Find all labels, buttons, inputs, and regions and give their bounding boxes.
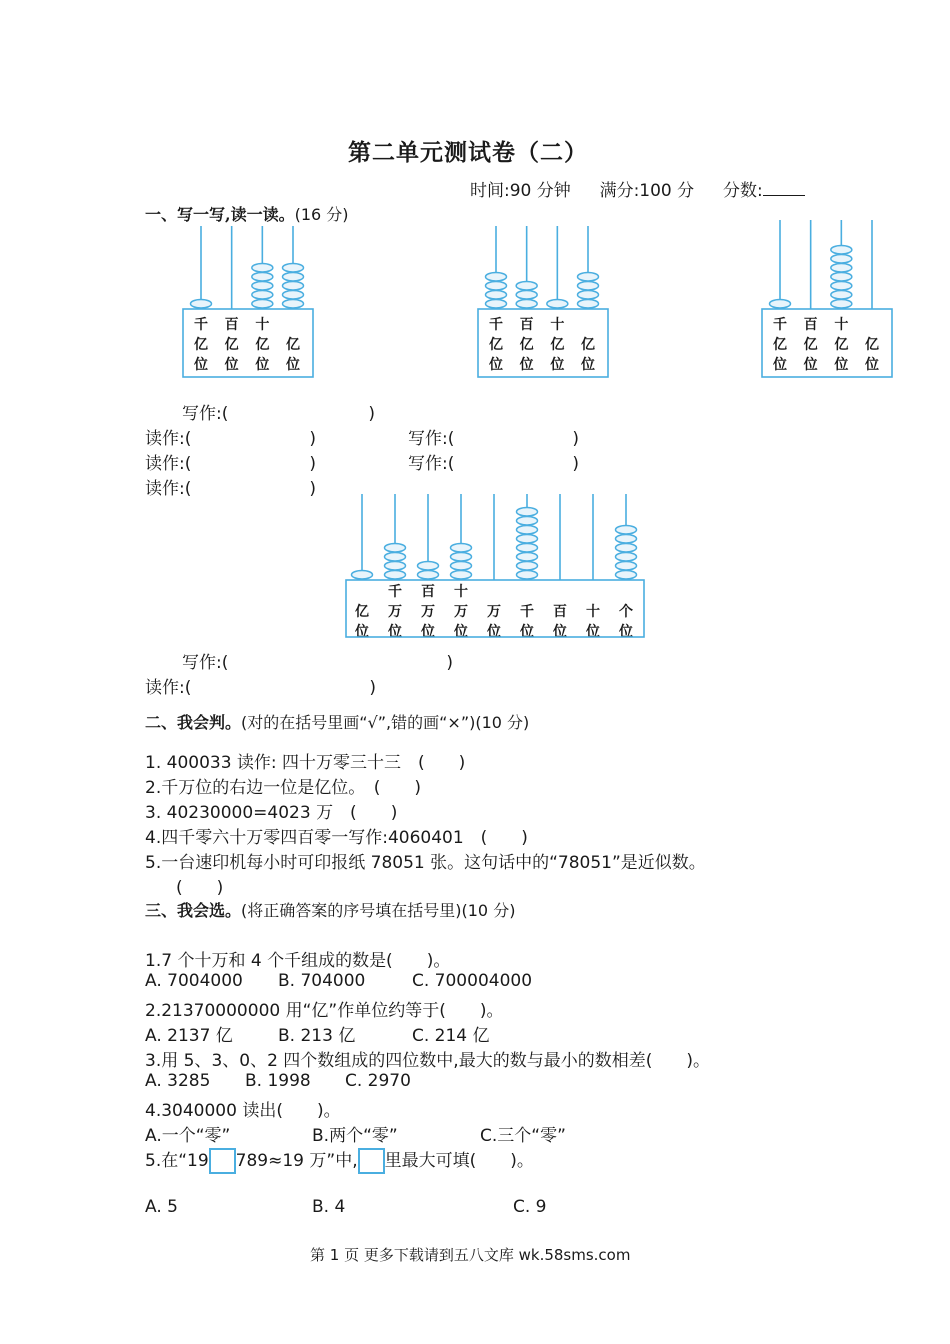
abacus-svg bbox=[182, 226, 314, 379]
place-value-label: 十 bbox=[454, 584, 468, 600]
s3-q1-option-c: C. 700004000 bbox=[412, 971, 533, 991]
abacus-bead bbox=[385, 553, 406, 562]
place-value-label: 位 bbox=[255, 357, 270, 373]
abacus-bead bbox=[517, 526, 538, 535]
digit-box bbox=[209, 1148, 236, 1174]
place-value-label: 十 bbox=[834, 317, 849, 333]
s3-question-4: 4.3040000 读出( )。 bbox=[145, 1101, 341, 1121]
score-blank bbox=[763, 181, 805, 196]
place-value-label: 百 bbox=[803, 317, 818, 333]
s3-q2-option-c: C. 214 亿 bbox=[412, 1026, 490, 1046]
abacus-bead bbox=[486, 273, 507, 282]
place-value-label: 百 bbox=[421, 584, 435, 600]
abacus-bead bbox=[418, 571, 439, 580]
s2-question-5: 5.一台速印机每小时可印报纸 78051 张。这句话中的“78051”是近似数。 bbox=[145, 853, 706, 873]
s3-q4-option-c: C.三个“零” bbox=[480, 1126, 566, 1146]
abacus-bead bbox=[418, 562, 439, 571]
place-value-label: 位 bbox=[581, 357, 595, 373]
full-score-info: 满分:100 分 bbox=[599, 181, 695, 201]
abacus-1-write: 写作:( ) bbox=[182, 404, 376, 424]
place-value-label: 位 bbox=[286, 357, 300, 373]
place-value-label: 位 bbox=[553, 624, 567, 640]
place-value-label: 位 bbox=[454, 624, 468, 640]
abacus-bead bbox=[252, 300, 273, 309]
place-value-label: 亿 bbox=[355, 604, 369, 620]
place-value-label: 亿 bbox=[803, 337, 818, 353]
abacus-2-write: 写作:( ) bbox=[408, 429, 580, 449]
abacus-2 bbox=[477, 226, 609, 379]
abacus-bead bbox=[283, 273, 304, 282]
place-value-label: 亿 bbox=[773, 337, 787, 353]
place-value-label: 位 bbox=[224, 357, 239, 373]
abacus-bead bbox=[283, 300, 304, 309]
section-3-heading: 三、我会选。(将正确答案的序号填在括号里)(10 分) bbox=[145, 901, 516, 920]
place-value-label: 百 bbox=[519, 317, 534, 333]
s3-q4-option-a: A.一个“零” bbox=[145, 1126, 231, 1146]
s3-q2-option-a: A. 2137 亿 bbox=[145, 1026, 233, 1046]
s3-q1-option-b: B. 704000 bbox=[278, 971, 366, 991]
place-value-label: 位 bbox=[586, 624, 600, 640]
abacus-bead bbox=[516, 282, 537, 291]
abacus-3-write: 写作:( ) bbox=[408, 454, 580, 474]
abacus-bead bbox=[252, 282, 273, 291]
s3-question-5: 5.在“19 789≈19 万”中, 里最大可填( )。 bbox=[145, 1146, 534, 1174]
abacus-bead bbox=[616, 571, 637, 580]
exam-info bbox=[470, 176, 805, 201]
place-value-label: 亿 bbox=[255, 337, 270, 353]
place-value-label: 位 bbox=[519, 357, 534, 373]
abacus-bead bbox=[616, 544, 637, 553]
abacus-bead bbox=[831, 255, 852, 264]
abacus-bead bbox=[191, 300, 212, 309]
abacus-bead bbox=[616, 535, 637, 544]
place-value-label: 万 bbox=[454, 604, 468, 620]
s3-question-3: 3.用 5、3、0、2 四个数组成的四位数中,最大的数与最小的数相差( )。 bbox=[145, 1051, 710, 1071]
place-value-label: 亿 bbox=[224, 337, 239, 353]
place-value-label: 位 bbox=[865, 357, 879, 373]
abacus-bead bbox=[517, 517, 538, 526]
abacus-4 bbox=[345, 494, 645, 639]
place-value-label: 亿 bbox=[489, 337, 503, 353]
abacus-bead bbox=[578, 273, 599, 282]
s2-question-1: 1. 400033 读作: 四十万零三十三 ( ) bbox=[145, 753, 466, 773]
abacus-bead bbox=[547, 300, 568, 309]
s3-q3-option-b: B. 1998 bbox=[245, 1071, 311, 1091]
s3-question-1: 1.7 个十万和 4 个千组成的数是( )。 bbox=[145, 951, 451, 971]
abacus-1 bbox=[182, 226, 314, 379]
abacus-bead bbox=[283, 291, 304, 300]
abacus-bead bbox=[517, 544, 538, 553]
abacus-bead bbox=[578, 282, 599, 291]
abacus-bead bbox=[831, 246, 852, 255]
place-value-label: 百 bbox=[553, 604, 567, 620]
place-value-label: 位 bbox=[520, 624, 534, 640]
place-value-label: 位 bbox=[355, 624, 369, 640]
s3-q3-option-a: A. 3285 bbox=[145, 1071, 211, 1091]
s2-question-3: 3. 40230000=4023 万 ( ) bbox=[145, 803, 398, 823]
abacus-bead bbox=[283, 264, 304, 273]
s3-q3-option-c: C. 2970 bbox=[345, 1071, 411, 1091]
s2-question-5-answer: ( ) bbox=[176, 878, 224, 898]
place-value-label: 位 bbox=[388, 624, 402, 640]
s3-q2-option-b: B. 213 亿 bbox=[278, 1026, 356, 1046]
abacus-bead bbox=[252, 291, 273, 300]
s2-question-4: 4.四千零六十万零四百零一写作:4060401 ( ) bbox=[145, 828, 528, 848]
abacus-4-read: 读作:( ) bbox=[145, 678, 377, 698]
abacus-bead bbox=[451, 562, 472, 571]
place-value-label: 位 bbox=[834, 357, 849, 373]
abacus-bead bbox=[517, 535, 538, 544]
abacus-bead bbox=[385, 571, 406, 580]
place-value-label: 亿 bbox=[519, 337, 534, 353]
abacus-bead bbox=[486, 300, 507, 309]
s3-question-2: 2.21370000000 用“亿”作单位约等于( )。 bbox=[145, 1001, 504, 1021]
place-value-label: 千 bbox=[194, 317, 208, 333]
place-value-label: 位 bbox=[487, 624, 501, 640]
place-value-label: 位 bbox=[421, 624, 435, 640]
section-2-heading: 二、我会判。(对的在括号里画“√”,错的画“×”)(10 分) bbox=[145, 713, 530, 732]
abacus-bead bbox=[451, 553, 472, 562]
abacus-svg bbox=[477, 226, 609, 379]
abacus-bead bbox=[517, 508, 538, 517]
abacus-bead bbox=[616, 526, 637, 535]
place-value-label: 十 bbox=[586, 604, 600, 620]
abacus-bead bbox=[451, 571, 472, 580]
place-value-label: 千 bbox=[489, 317, 503, 333]
s3-q5-option-a: A. 5 bbox=[145, 1197, 178, 1217]
abacus-svg bbox=[345, 494, 645, 639]
abacus-bead bbox=[252, 264, 273, 273]
abacus-bead bbox=[517, 553, 538, 562]
abacus-bead bbox=[616, 562, 637, 571]
abacus-3 bbox=[761, 220, 893, 379]
abacus-bead bbox=[451, 544, 472, 553]
place-value-label: 万 bbox=[388, 604, 402, 620]
s3-q5-option-b: B. 4 bbox=[312, 1197, 346, 1217]
s2-question-2: 2.千万位的右边一位是亿位。 ( ) bbox=[145, 778, 421, 798]
abacus-3-read: 读作:( ) bbox=[145, 479, 317, 499]
abacus-4-write: 写作:( ) bbox=[182, 653, 454, 673]
place-value-label: 万 bbox=[421, 604, 435, 620]
abacus-bead bbox=[770, 300, 791, 309]
place-value-label: 亿 bbox=[286, 337, 300, 353]
abacus-bead bbox=[385, 544, 406, 553]
s3-q5-option-c: C. 9 bbox=[513, 1197, 547, 1217]
abacus-svg bbox=[761, 220, 893, 379]
abacus-bead bbox=[831, 300, 852, 309]
abacus-bead bbox=[516, 300, 537, 309]
score-label: 分数: bbox=[722, 181, 763, 201]
abacus-bead bbox=[831, 291, 852, 300]
section-1-heading: 一、写一写,读一读。(16 分) bbox=[145, 205, 349, 224]
abacus-1-read: 读作:( ) bbox=[145, 429, 317, 449]
s3-q4-option-b: B.两个“零” bbox=[312, 1126, 398, 1146]
place-value-label: 个 bbox=[619, 604, 633, 620]
abacus-bead bbox=[516, 291, 537, 300]
abacus-bead bbox=[831, 273, 852, 282]
place-value-label: 亿 bbox=[834, 337, 849, 353]
page-title: 第二单元测试卷（二） bbox=[348, 139, 588, 166]
abacus-bead bbox=[831, 264, 852, 273]
place-value-label: 十 bbox=[255, 317, 270, 333]
abacus-bead bbox=[283, 282, 304, 291]
abacus-bead bbox=[486, 291, 507, 300]
place-value-label: 位 bbox=[773, 357, 787, 373]
abacus-bead bbox=[486, 282, 507, 291]
place-value-label: 万 bbox=[487, 604, 501, 620]
s3-q1-option-a: A. 7004000 bbox=[145, 971, 243, 991]
place-value-label: 位 bbox=[489, 357, 503, 373]
place-value-label: 千 bbox=[520, 604, 534, 620]
abacus-bead bbox=[517, 562, 538, 571]
place-value-label: 亿 bbox=[550, 337, 565, 353]
abacus-bead bbox=[831, 282, 852, 291]
abacus-2-read: 读作:( ) bbox=[145, 454, 317, 474]
abacus-bead bbox=[517, 571, 538, 580]
page-footer: 第 1 页 更多下载请到五八文库 wk.58sms.com bbox=[310, 1246, 631, 1264]
abacus-bead bbox=[252, 273, 273, 282]
place-value-label: 位 bbox=[194, 357, 208, 373]
place-value-label: 亿 bbox=[581, 337, 595, 353]
abacus-bead bbox=[578, 291, 599, 300]
place-value-label: 亿 bbox=[194, 337, 208, 353]
place-value-label: 位 bbox=[619, 624, 633, 640]
abacus-bead bbox=[616, 553, 637, 562]
place-value-label: 千 bbox=[388, 584, 402, 600]
time-info: 时间:90 分钟 bbox=[470, 181, 571, 201]
place-value-label: 位 bbox=[803, 357, 818, 373]
place-value-label: 十 bbox=[550, 317, 565, 333]
place-value-label: 千 bbox=[773, 317, 787, 333]
abacus-bead bbox=[385, 562, 406, 571]
place-value-label: 亿 bbox=[865, 337, 879, 353]
digit-box bbox=[358, 1148, 385, 1174]
place-value-label: 位 bbox=[550, 357, 565, 373]
abacus-bead bbox=[352, 571, 373, 580]
abacus-bead bbox=[578, 300, 599, 309]
place-value-label: 百 bbox=[224, 317, 239, 333]
